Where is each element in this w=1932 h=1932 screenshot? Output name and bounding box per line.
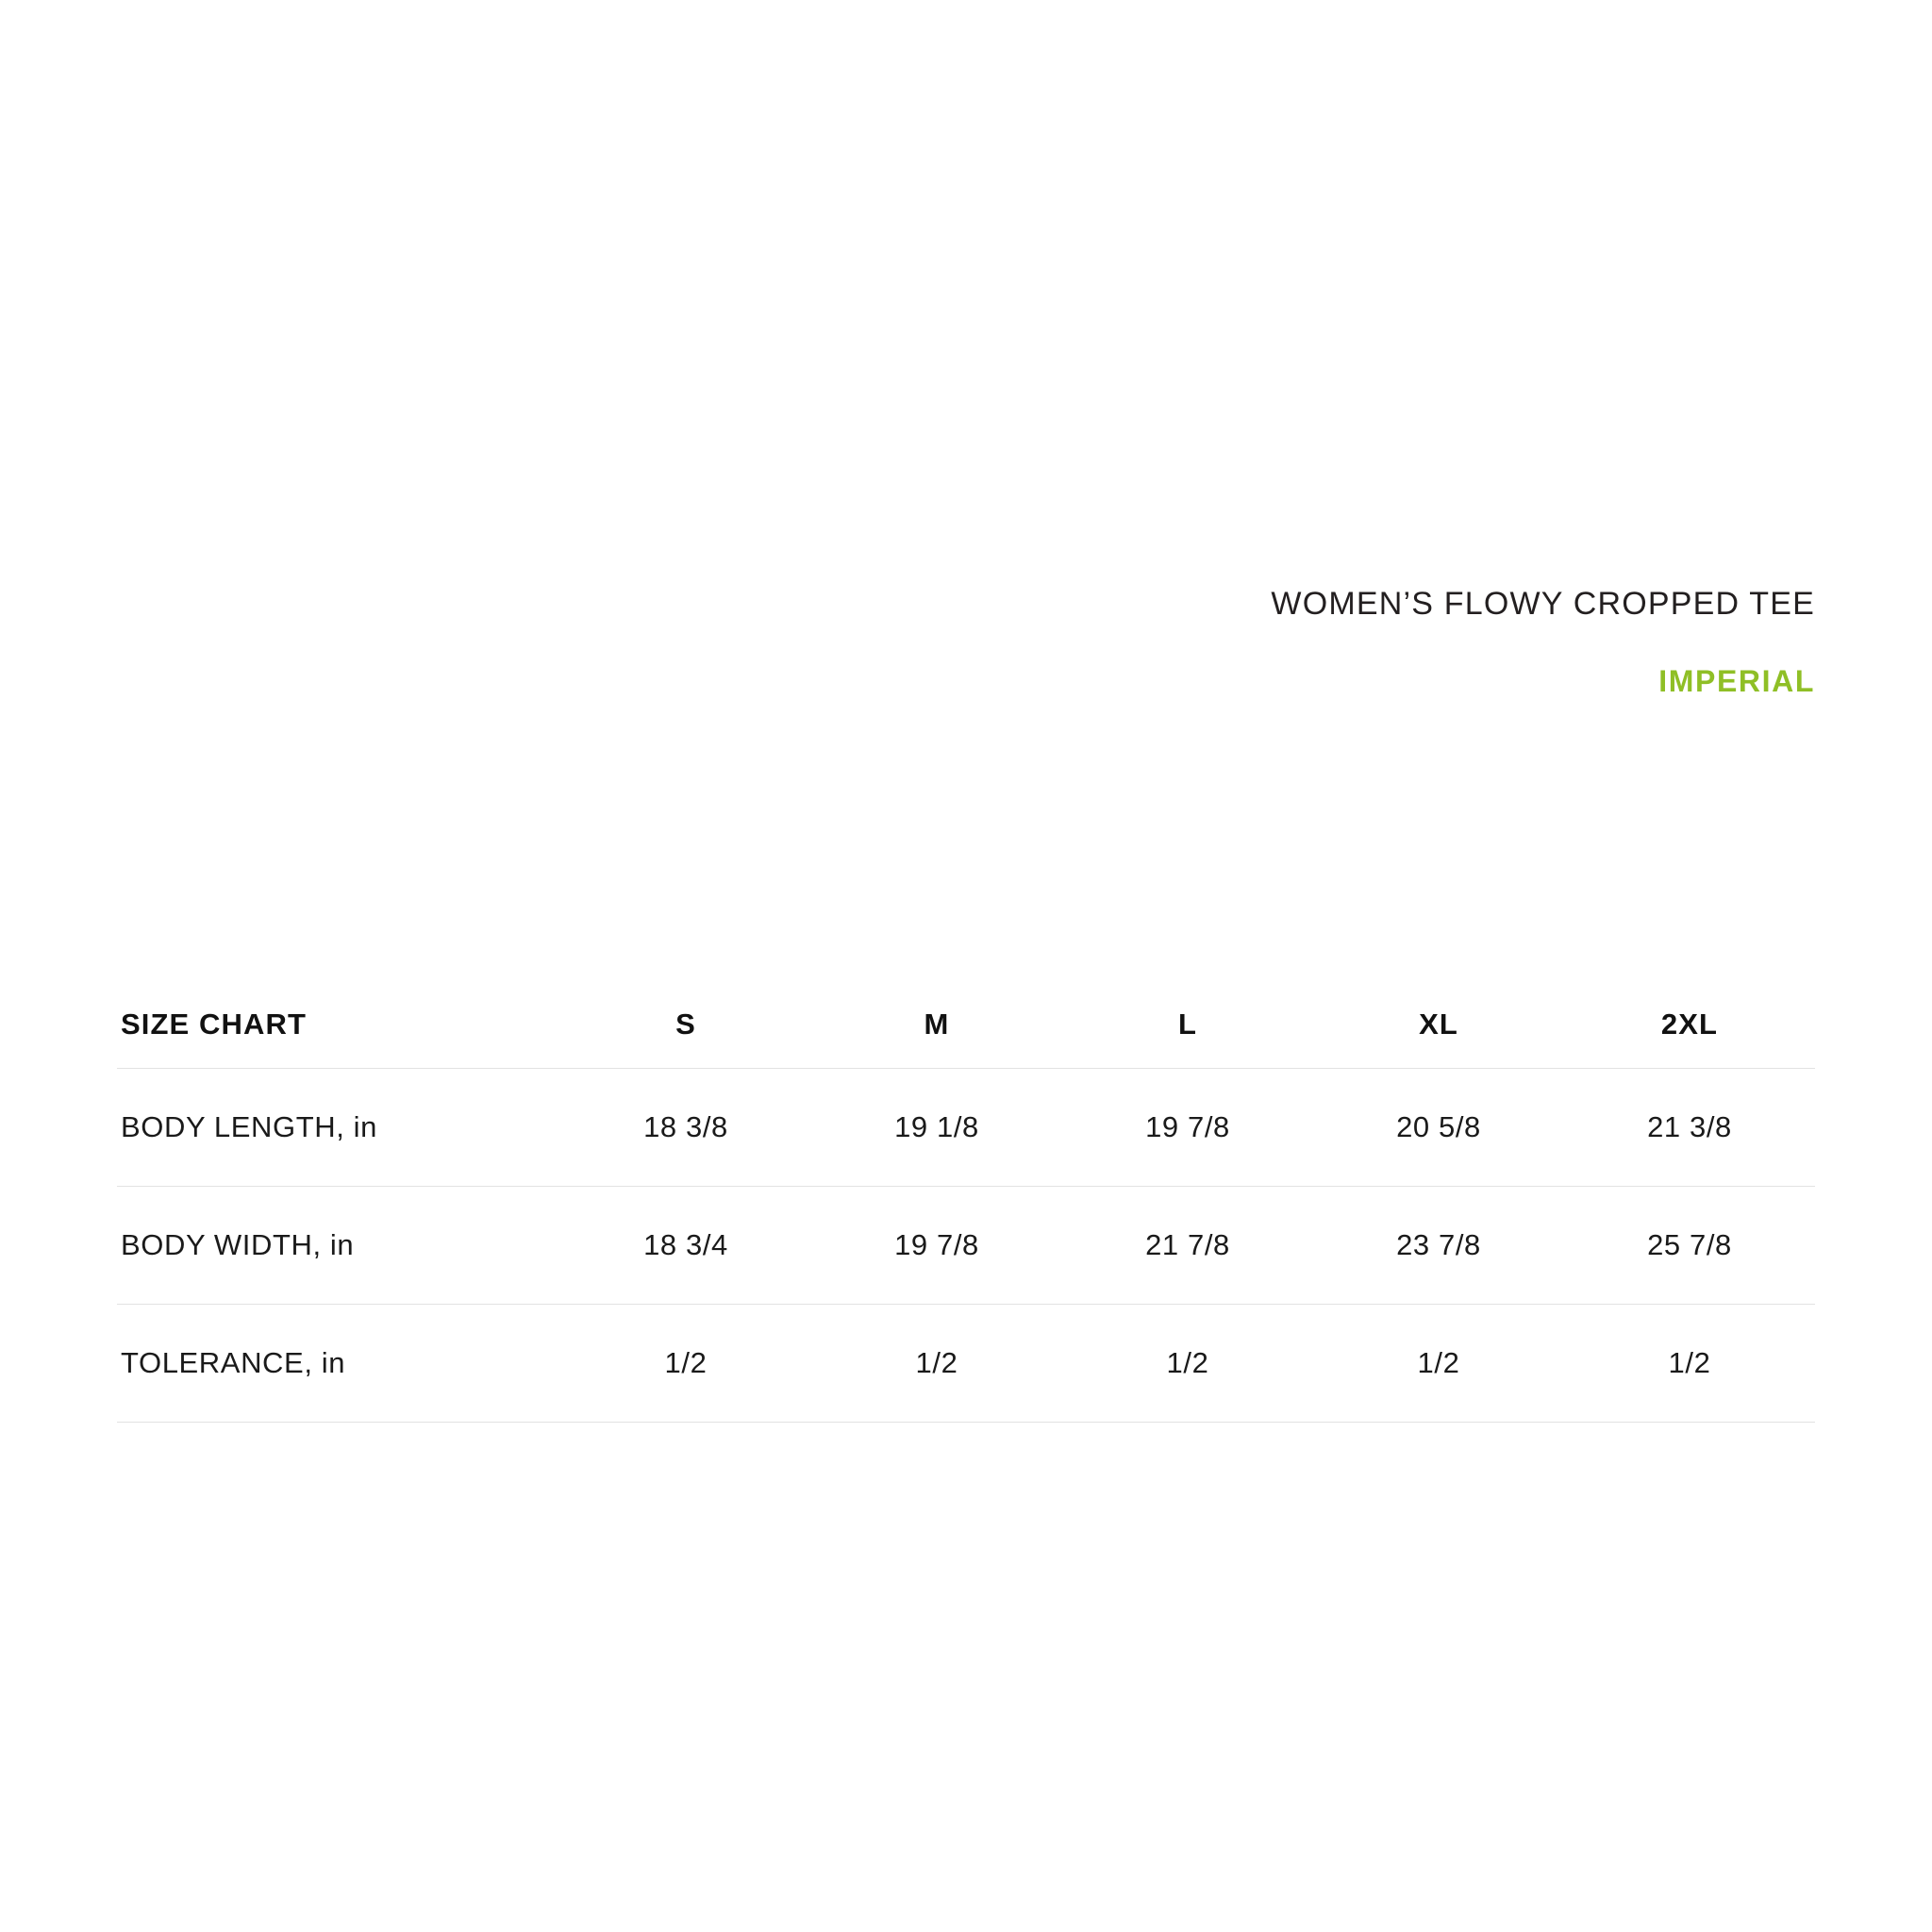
table-row <box>117 1069 1815 1187</box>
table-row <box>117 1187 1815 1305</box>
table-header <box>117 981 1815 1069</box>
cell-body-width-l: 21 7/8 <box>1145 1228 1230 1261</box>
cell-body-width-s: 18 3/4 <box>643 1228 728 1261</box>
cell-body-length-xl: 20 5/8 <box>1396 1110 1481 1143</box>
page-title: WOMEN’S FLOWY CROPPED TEE <box>1271 586 1815 622</box>
row-label-body-length: BODY LENGTH, in <box>121 1110 378 1143</box>
cell-tolerance-2xl: 1/2 <box>1668 1346 1711 1379</box>
table-row <box>117 1305 1815 1423</box>
row-label-body-width: BODY WIDTH, in <box>121 1228 355 1261</box>
column-header-xl: XL <box>1419 1008 1458 1041</box>
cell-tolerance-s: 1/2 <box>664 1346 708 1379</box>
column-header-m: M <box>924 1008 950 1041</box>
row-label-tolerance: TOLERANCE, in <box>121 1346 346 1379</box>
column-header-l: L <box>1177 1008 1198 1041</box>
cell-tolerance-m: 1/2 <box>915 1346 958 1379</box>
size-chart-table <box>117 981 1815 1423</box>
cell-tolerance-xl: 1/2 <box>1417 1346 1460 1379</box>
cell-body-width-2xl: 25 7/8 <box>1647 1228 1732 1261</box>
cell-body-length-2xl: 21 3/8 <box>1647 1110 1732 1143</box>
cell-body-length-s: 18 3/8 <box>643 1110 728 1143</box>
table-body <box>117 1069 1815 1423</box>
size-chart-table-wrapper <box>117 981 1815 1423</box>
column-header-s: S <box>675 1008 696 1041</box>
unit-system-label: IMPERIAL <box>1658 663 1815 698</box>
table-header-row <box>117 981 1815 1069</box>
table-corner-label: SIZE CHART <box>121 1008 307 1041</box>
cell-body-width-xl: 23 7/8 <box>1396 1228 1481 1261</box>
header <box>1271 585 1815 699</box>
cell-tolerance-l: 1/2 <box>1166 1346 1209 1379</box>
column-header-2xl: 2XL <box>1660 1008 1719 1041</box>
cell-body-length-l: 19 7/8 <box>1145 1110 1230 1143</box>
cell-body-width-m: 19 7/8 <box>894 1228 979 1261</box>
cell-body-length-m: 19 1/8 <box>894 1110 979 1143</box>
